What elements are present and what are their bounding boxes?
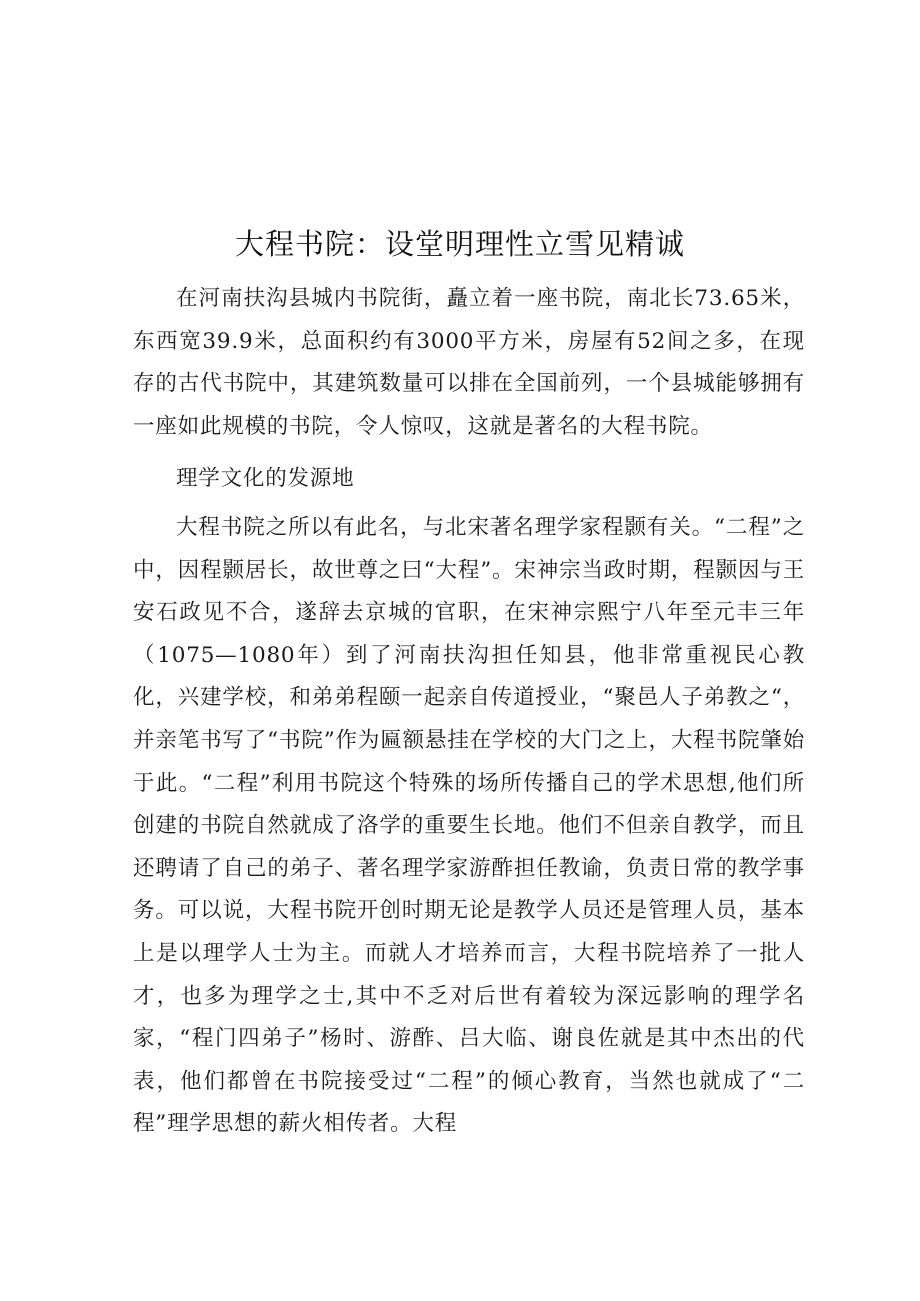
document-body [133, 278, 805, 1146]
section-heading: 理学文化的发源地 [176, 466, 355, 492]
document-title: 大程书院：设堂明理性立雪见精诚 [234, 227, 685, 261]
paragraph-intro: 在河南扶沟县城内书院街，矗立着一座书院，南北长73.65米，东西宽39.9米，总面积约有3000平方米，房屋有52间之多，在现存的古代书院中，其建筑数量可以排在全国前列，一个县城能够拥有一座如此规模的书院，令人惊叹，这就是著名的大程书院。 [133, 286, 805, 439]
paragraph-history: 大程书院之所以有此名，与北宋著名理学家程颢有关。“二程”之中，因程颢居长，故世尊之曰“大程”。宋神宗当政时期，程颢因与王安石政见不合，遂辞去京城的官职，在宋神宗熙宁八年至元丰三年（1075—1080年）到了河南扶沟担任知县，他非常重视民心教化，兴建学校，和弟弟程颐一起亲自传道授业，“聚邑人子弟教之“，并亲笔书写了“书院”作为匾额悬挂在学校的大门之上，大程书院肇始于此。“二程”利用书院这个特殊的场所传播自己的学术思想,他们所创建的书院自然就成了洛学的重要生长地。他们不但亲自教学，而且还聘请了自己的弟子、著名理学家游酢担任教谕，负责日常的教学事务。可以说，大程书院开创时期无论是教学人员还是管理人员，基本上是以理学人士为主。而就人才培养而言，大程书院培养了一批人才，也多为理学之士,其中不乏对后世有着较为深远影响的理学名家，“程门四弟子”杨时、游酢、吕大临、谢良佐就是其中杰出的代表，他们都曾在书院接受过“二程”的倾心教育，当然也就成了“二程”理学思想的薪火相传者。大程 [133, 514, 805, 1137]
